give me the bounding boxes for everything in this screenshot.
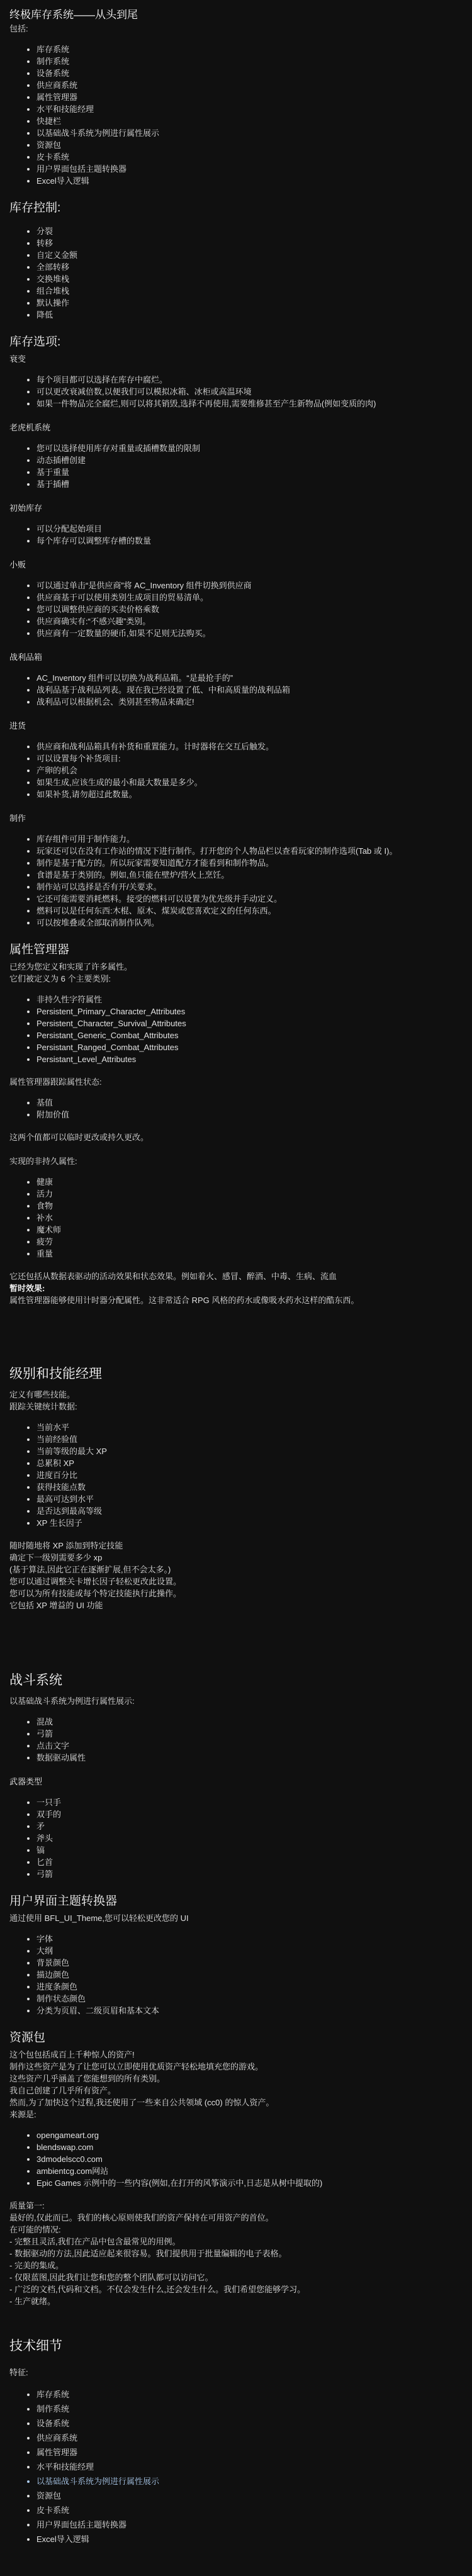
section-heading: 级别和技能经理 (9, 1367, 102, 1381)
list-item: • 如果生成,应该生成的最小和最大数量是多少。 (37, 776, 461, 788)
list-item: • XP 生长因子 (37, 1517, 461, 1529)
sub-heading: 衰变 (9, 354, 26, 364)
list-item-highlight: • 以基础战斗系统为例进行属性展示 (37, 2474, 461, 2489)
list-item: • 制作系统 (37, 55, 461, 67)
paragraph-line: 然而,为了加快这个过程,我还使用了一些来自公共领域 (cc0) 的惊人资产。 (9, 2098, 274, 2107)
list-item: • 供应商系统 (37, 2431, 461, 2445)
list-item: • 供应商有一定数量的硬币,如果不足则无法购买。 (37, 627, 461, 639)
paragraph-line: 质量第一: (9, 2201, 45, 2210)
bullet-list (9, 1796, 461, 1880)
list-item: • 大纲 (37, 1945, 461, 1957)
list-item: • 可以分配起始项目 (37, 523, 461, 535)
list-item: • 水平和技能经理 (37, 2460, 461, 2474)
list-item: • 属性管理器 (37, 91, 461, 103)
bullet-list (9, 225, 461, 321)
paragraph-line: - 完美的集成。 (9, 2261, 64, 2270)
paragraph-line: 已经为您定义和实现了许多属性。 (9, 962, 133, 972)
section-heading: 资源包 (9, 2031, 46, 2044)
list-item: • 制作状态颜色 (37, 1993, 461, 2005)
bullet-list (9, 1421, 461, 1529)
list-item: • 制作站可以选择是否有开/关要求。 (37, 881, 461, 893)
paragraph-line: 以基础战斗系统为例进行属性展示: (9, 1696, 135, 1706)
list-item: • 皮卡系统 (37, 151, 461, 163)
list-item: • 补水 (37, 1212, 461, 1224)
list-item: • 用户界面包括主题转换器 (37, 163, 461, 175)
list-item: • 基于插槽 (37, 478, 461, 490)
paragraph-line: 您可以为所有技能或每个特定技能执行此操作。 (9, 1589, 182, 1598)
list-item: • 库存系统 (37, 43, 461, 55)
bullet-list (9, 1933, 461, 2017)
sub-heading: 特征: (9, 2368, 28, 2377)
list-item: • 活力 (37, 1188, 461, 1200)
paragraph-line: 这两个值都可以临时更改或持久更改。 (9, 1133, 149, 1142)
list-item: • 弓箭 (37, 1728, 461, 1740)
list-item: • 重量 (37, 1248, 461, 1260)
list-item: • 全部转移 (37, 261, 461, 273)
list-item: • 食物 (37, 1200, 461, 1212)
list-item: • Persistant_Level_Attributes (37, 1053, 461, 1065)
list-item: • 资源包 (37, 2489, 461, 2503)
list-item: • 资源包 (37, 139, 461, 151)
list-item: • 双手的 (37, 1808, 461, 1820)
list-item: • 当前经验值 (37, 1433, 461, 1445)
paragraph-line: 定义有哪些技能。 (9, 1390, 76, 1399)
list-item: • AC_Inventory 组件可以切换为战利品箱。“是最抢手的” (37, 672, 461, 684)
list-item: • 您可以选择使用库存对重量或插槽数量的限制 (37, 442, 461, 454)
list-item: • 战利品可以根据机会、类别甚至物品来确定! (37, 696, 461, 708)
bullet-list (9, 2387, 461, 2546)
paragraph-spacer (9, 1143, 461, 1155)
list-item: • 转移 (37, 237, 461, 249)
list-item: • 字体 (37, 1933, 461, 1945)
list-item: • 可以按堆叠或全部取消制作队列。 (37, 917, 461, 929)
list-item: • 玩家还可以在没有工作站的情况下进行制作。打开您的个人物品栏以查看玩家的制作选项(Tab 或 I)。 (37, 845, 461, 857)
paragraph-line: 您可以通过调整关卡增长因子轻松更改此设置。 (9, 1577, 182, 1586)
list-item: • 以基础战斗系统为例进行属性展示 (37, 127, 461, 139)
paragraph-line: 实现的非持久属性: (9, 1156, 77, 1166)
paragraph-line: 我自己创建了几乎所有资产。 (9, 2086, 116, 2095)
sub-heading: 制作 (9, 814, 26, 823)
list-item: • 库存系统 (37, 2387, 461, 2402)
list-item: • 属性管理器 (37, 2445, 461, 2460)
paragraph-line: 暂时效果: (9, 1284, 45, 1293)
bullet-list (9, 523, 461, 547)
paragraph-line: 它包括 XP 增益的 UI 功能 (9, 1601, 103, 1610)
list-item: • 自定义金额 (37, 249, 461, 261)
list-item: • 匕首 (37, 1856, 461, 1868)
list-item: • 食谱是基于类别的。例如,鱼只能在壁炉/营火上烹饪。 (37, 869, 461, 881)
bullet-list (9, 2129, 461, 2189)
list-item: • 点击文字 (37, 1740, 461, 1752)
list-item: • Persistant_Ranged_Combat_Attributes (37, 1041, 461, 1053)
paragraph-line: - 广泛的文档,代码和文档。不仅会发生什么,还会发生什么。我们希望您能够学习。 (9, 2285, 306, 2294)
sub-heading: 战利品箱 (9, 652, 43, 662)
bullet-list (9, 833, 461, 929)
paragraph-line: 属性管理器跟踪属性状态: (9, 1077, 102, 1087)
list-item: • 附加价值 (37, 1109, 461, 1121)
list-item: • Excel导入逻辑 (37, 2532, 461, 2546)
list-item: • 供应商和战利品箱具有补货和重置能力。计时器将在交互后触发。 (37, 741, 461, 753)
list-item: • 皮卡系统 (37, 2503, 461, 2517)
list-item: • 如果补货,请勿超过此数量。 (37, 788, 461, 800)
list-item: • 矛 (37, 1820, 461, 1832)
list-item: • 用户界面包括主题转换器 (37, 2517, 461, 2532)
paragraph-line: 来源是: (9, 2110, 37, 2119)
paragraph-line: 跟踪关键统计数据: (9, 1402, 77, 1411)
bullet-list (9, 741, 461, 800)
list-item: • Persistent_Character_Survival_Attributes (37, 1017, 461, 1029)
list-item: • 燃料可以是任何东西:木棍、原木、煤炭或您喜欢定义的任何东西。 (37, 905, 461, 917)
paragraph-line: 它们被定义为 6 个主要类别: (9, 974, 111, 983)
list-item: • 它还可能需要消耗燃料。接受的燃料可以设置为优先级并手动定义。 (37, 893, 461, 905)
bullet-list (9, 43, 461, 187)
list-item: • 获得技能点数 (37, 1481, 461, 1493)
list-item: • 默认操作 (37, 297, 461, 309)
list-item: • 基值 (37, 1097, 461, 1109)
paragraph-line: 通过使用 BFL_UI_Theme,您可以轻松更改您的 UI (9, 1913, 189, 1923)
list-item: • 产卵的机会 (37, 764, 461, 776)
list-item: • 总累积 XP (37, 1457, 461, 1469)
paragraph-line: 在可能的情况: (9, 2225, 61, 2234)
list-item: • 制作系统 (37, 2402, 461, 2416)
page-title: 终极库存系统——从头到尾 (9, 9, 138, 21)
sub-heading: 小贩 (9, 560, 26, 569)
paragraph-line: (基于算法,因此它正在逐渐扩展,但不会太多。) (9, 1565, 171, 1574)
list-item: • 库存组件可用于制作能力。 (37, 833, 461, 845)
list-item: • 健康 (37, 1176, 461, 1188)
bullet-list (9, 374, 461, 410)
list-item: • 交换堆栈 (37, 273, 461, 285)
list-item: • 是否达到最高等级 (37, 1505, 461, 1517)
bullet-list (9, 672, 461, 708)
list-item: • 可以设置每个补货项目: (37, 753, 461, 764)
sub-heading: 进货 (9, 721, 26, 731)
bullet-list (9, 1176, 461, 1260)
bullet-list (9, 994, 461, 1065)
list-item: • 描边颜色 (37, 1969, 461, 1981)
list-item: • 数据驱动属性 (37, 1752, 461, 1764)
paragraph-line: 随时随地将 XP 添加到特定技能 (9, 1541, 123, 1550)
list-item: • 3dmodelscc0.com (37, 2153, 461, 2165)
list-item: • 背景颜色 (37, 1957, 461, 1969)
paragraph-line: - 仅限蓝图,因此我们让您和您的整个团队都可以访问它。 (9, 2273, 213, 2282)
list-item: • 分裂 (37, 225, 461, 237)
paragraph-line: 最好的,仅此而已。我们的核心原则使我们的资产保持在可用资产的首位。 (9, 2213, 274, 2222)
list-item: • 分类为页眉、二级页眉和基本文本 (37, 2005, 461, 2017)
list-item: • 混战 (37, 1716, 461, 1728)
list-item: • 可以更改衰减倍数,以便我们可以模拟冰箱、冰柜或高温环境 (37, 386, 461, 398)
bullet-list (9, 1716, 461, 1764)
bullet-list (9, 1097, 461, 1121)
paragraph-line: - 数据驱动的方法,因此适应起来很容易。我们提供用于批量编辑的电子表格。 (9, 2249, 287, 2258)
list-item: • 战利品基于战利品列表。现在我已经设置了低、中和高质量的战利品箱 (37, 684, 461, 696)
list-item: • Persistant_Generic_Combat_Attributes (37, 1029, 461, 1041)
bullet-list (9, 580, 461, 639)
list-item: • 组合堆栈 (37, 285, 461, 297)
list-item: • 快捷栏 (37, 115, 461, 127)
section-spacer (9, 1611, 461, 1650)
paragraph-line: 它还包括从数据表驱动的活动效果和状态效果。例如着火、感冒、醉酒、中毒、生病、流血 (9, 1272, 337, 1281)
list-item: • 动态插槽创建 (37, 454, 461, 466)
list-item: • 降低 (37, 309, 461, 321)
list-item: • 进度条颜色 (37, 1981, 461, 1993)
section-spacer (9, 1306, 461, 1344)
list-item: • 当前等级的最大 XP (37, 1445, 461, 1457)
paragraph-line: - 完整且灵活,我们在产品中包含最常见的用例。 (9, 2237, 181, 2246)
sub-heading: 武器类型 (9, 1777, 43, 1786)
list-item: • 进度百分比 (37, 1469, 461, 1481)
bullet-list (9, 442, 461, 490)
section-heading: 用户界面主题转换器 (9, 1895, 118, 1908)
list-item: • Persistent_Primary_Character_Attributes (37, 1005, 461, 1017)
list-item: • 供应商系统 (37, 79, 461, 91)
list-item: • ambientcg.com网站 (37, 2165, 461, 2177)
description-content (9, 23, 461, 2546)
section-heading: 技术细节 (9, 2339, 62, 2353)
list-item: • 如果一件物品完全腐烂,则可以将其销毁,选择不再使用,需要维修甚至产生新物品(例如变质的肉) (37, 398, 461, 410)
list-item: • 当前水平 (37, 1421, 461, 1433)
list-item: • Excel导入逻辑 (37, 175, 461, 187)
list-item: • 镐 (37, 1844, 461, 1856)
list-item: • 设备系统 (37, 2416, 461, 2431)
list-item: • 斧头 (37, 1832, 461, 1844)
paragraph-line: 这个包包括成百上千种惊人的资产! (9, 2050, 135, 2059)
paragraph-line: 这些资产几乎涵盖了您能想到的所有类别。 (9, 2074, 166, 2083)
list-item: • 制作是基于配方的。所以玩家需要知道配方才能看到和制作物品。 (37, 857, 461, 869)
list-item: • blendswap.com (37, 2141, 461, 2153)
list-item: • 魔术师 (37, 1224, 461, 1236)
list-item: • 供应商确实有:“不感兴趣”类别。 (37, 615, 461, 627)
list-item: • 水平和技能经理 (37, 103, 461, 115)
sub-heading: 老虎机系统 (9, 423, 51, 432)
paragraph-line: - 生产就绪。 (9, 2297, 55, 2306)
section-heading: 战斗系统 (9, 1673, 62, 1688)
list-item: • Epic Games 示例中的一些内容(例如,在打开的风筝演示中,日志是从树中提取的) (37, 2177, 461, 2189)
section-heading: 库存选项: (9, 335, 61, 349)
list-item: • 设备系统 (37, 67, 461, 79)
list-item: • 每个项目都可以选择在库存中腐烂。 (37, 374, 461, 386)
list-item: • opengameart.org (37, 2129, 461, 2141)
paragraph-line: 确定下一级别需要多少 xp (9, 1553, 103, 1562)
list-item: • 您可以调整供应商的买卖价格乘数 (37, 603, 461, 615)
paragraph-line: 属性管理器能够使用计时器分配属性。这非常适合 RPG 风格的药水或像吸水药水这样的酷东西。 (9, 1296, 359, 1305)
sub-heading: 初始库存 (9, 503, 43, 513)
list-item: • 疲劳 (37, 1236, 461, 1248)
paragraph-line: 制作这些资产是为了让您可以立即使用优质资产轻松地填充您的游戏。 (9, 2062, 264, 2071)
list-item: • 一只手 (37, 1796, 461, 1808)
list-item: • 可以通过单击“是供应商”将 AC_Inventory 组件切换到供应商 (37, 580, 461, 591)
list-item: • 供应商基于可以使用类别生成项目的贸易清单。 (37, 591, 461, 603)
list-item: • 弓箭 (37, 1868, 461, 1880)
list-item: • 非持久性字符属性 (37, 994, 461, 1005)
list-item: • 每个库存可以调整库存槽的数量 (37, 535, 461, 547)
section-spacer (9, 2307, 461, 2316)
paragraph-line: 包括: (9, 24, 28, 33)
list-item: • 基于重量 (37, 466, 461, 478)
section-heading: 库存控制: (9, 201, 61, 215)
section-heading: 属性管理器 (9, 943, 70, 956)
list-item: • 最高可达到水平 (37, 1493, 461, 1505)
